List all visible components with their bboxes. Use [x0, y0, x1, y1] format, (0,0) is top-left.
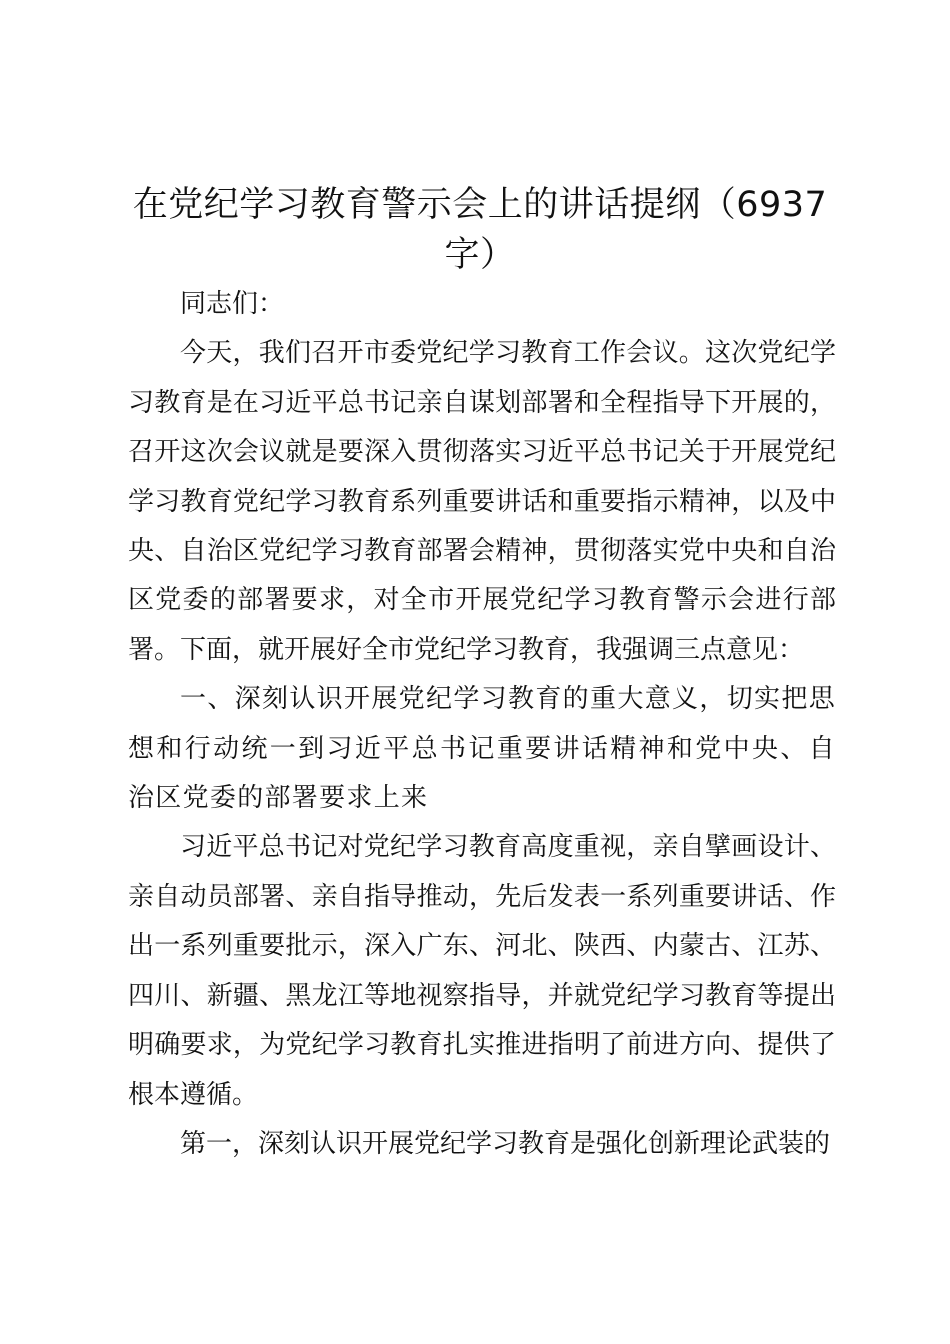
opening-paragraph: 今天，我们召开市委党纪学习教育工作会议。这次党纪学习教育是在习近平总书记亲自谋划部署和全程指导下开展的，召开这次会议就是要深入贯彻落实习近平总书记关于开展党纪学习教育党纪学习教育系列重要讲话和重要指示精神，以及中央、自治区党纪学习教育部署会精神，贯彻落实党中央和自治区党委的部署要求，对全市开展党纪学习教育警示会进行部署。下面，就开展好全市党纪学习教育，我强调三点意见： [128, 338, 836, 665]
salutation: 同志们： [180, 289, 285, 319]
document-title: 在党纪学习教育警示会上的讲话提纲（6937字） [132, 185, 828, 275]
document-body [128, 280, 836, 1169]
section-one-paragraph: 习近平总书记对党纪学习教育高度重视，亲自擘画设计、亲自动员部署、亲自指导推动，先后发表一系列重要讲话、作出一系列重要批示，深入广东、河北、陕西、内蒙古、江苏、四川、新疆、黑龙江等地视察指导，并就党纪学习教育等提出明确要求，为党纪学习教育扎实推进指明了前进方向、提供了根本遵循。 [128, 832, 836, 1110]
point-one-opening: 第一，深刻认识开展党纪学习教育是强化创新理论武装的 [180, 1128, 831, 1159]
section-one-heading: 一、深刻认识开展党纪学习教育的重大意义，切实把思想和行动统一到习近平总书记重要讲话精神和党中央、自治区党委的部署要求上来 [128, 684, 836, 814]
